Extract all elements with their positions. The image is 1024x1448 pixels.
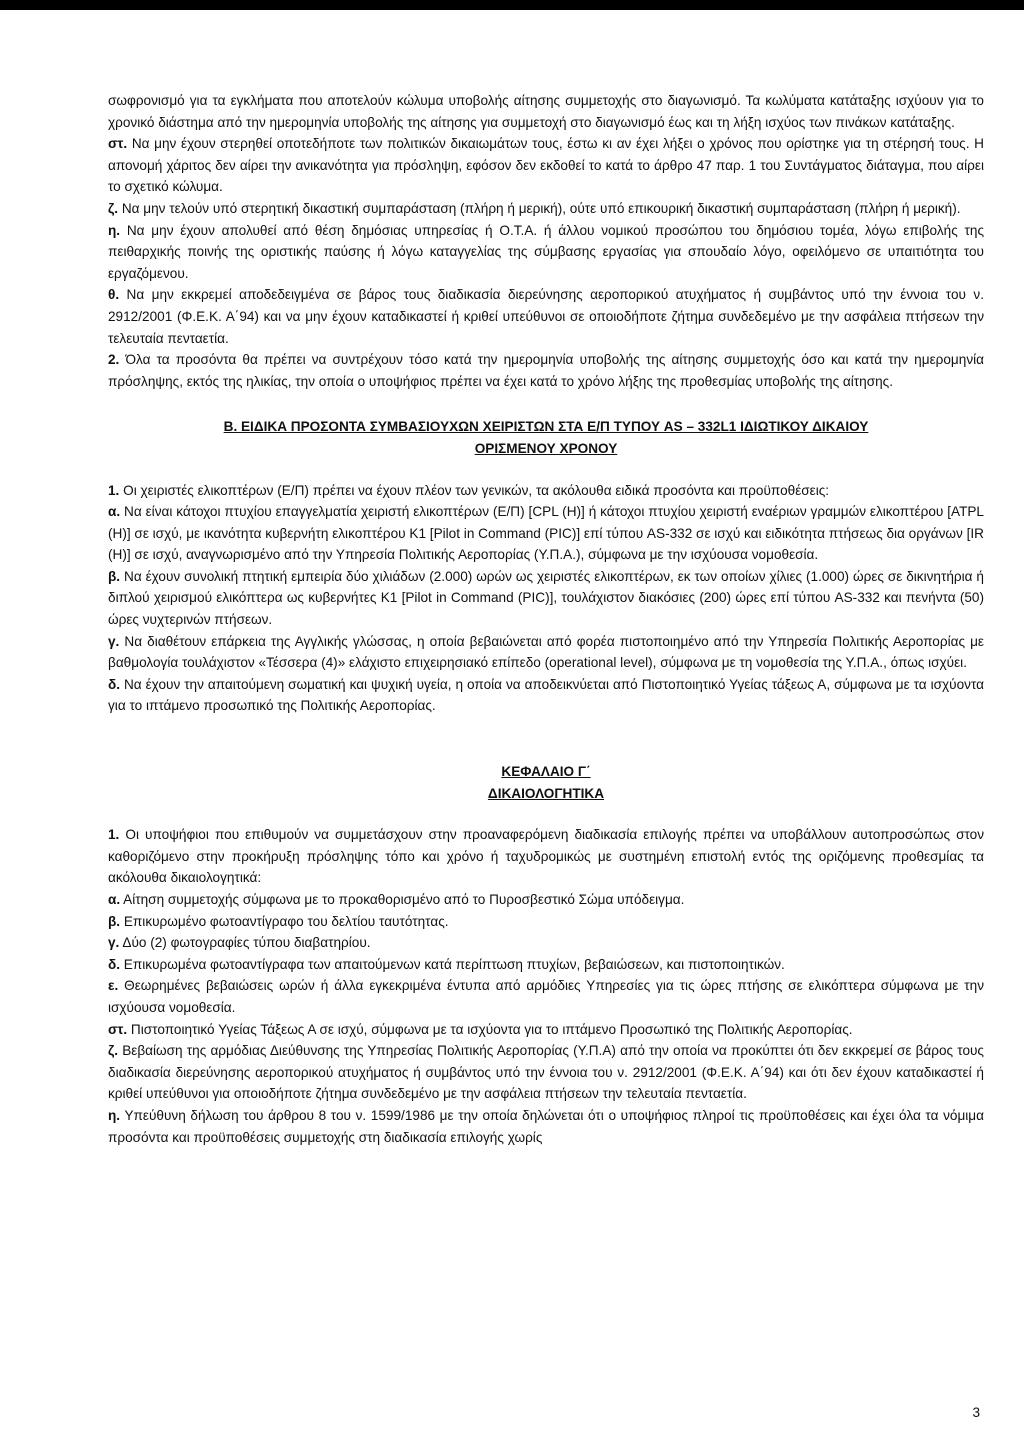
item-label: 1. <box>108 827 120 843</box>
paragraph-text: Βεβαίωση της αρμόδιας Διεύθυνσης της Υπηρεσίας Πολιτικής Αεροπορίας (Υ.Π.Α) από την οποία να προκύπτει ότι δεν εκκρεμεί σε βάρος τους διαδικασία διερεύνησης αεροπορικού ατυχήματος ή συμβάντος υπό την έννοια του ν. 2912/2001 (Φ.Ε.Κ. Α΄94) και ότι δεν έχουν καταδικαστεί ή κριθεί υπεύθυνοι για οποιοδήποτε ζήτημα συνδεδεμένο με την ασφάλεια πτήσεων την τελευταία πενταετία. <box>108 1043 984 1102</box>
paragraph-text: Να μην έχουν απολυθεί από θέση δημόσιας υπηρεσίας ή Ο.Τ.Α. ή άλλου νομικού προσώπου του δημόσιου τομέα, λόγω επιβολής της πειθαρχικής ποινής της οριστικής παύσης ή λόγω καταγγελίας της σύμβασης εργασίας για σπουδαίο λόγο, οφειλόμενο σε υπαιτιότητα του εργαζόμενου. <box>108 222 984 281</box>
paragraph-text: Δύο (2) φωτογραφίες τύπου διαβατηρίου. <box>119 935 371 951</box>
scan-top-edge <box>0 0 1024 10</box>
item-label: δ. <box>108 676 121 692</box>
section-b-heading-line2: ΟΡΙΣΜΕΝΟΥ ΧΡΟΝΟΥ <box>474 440 618 456</box>
item-label: γ. <box>108 935 120 951</box>
chapter-c-paragraph <box>108 1105 984 1148</box>
paragraph-text: Να μην τελούν υπό στερητική δικαστική συμπαράσταση (πλήρη ή μερική), ούτε υπό επικουρική δικαστική συμπαράσταση (πλήρη ή μερική). <box>118 200 961 216</box>
paragraph-text: Επικυρωμένα φωτοαντίγραφα των απαιτούμενων κατά περίπτωση πτυχίων, βεβαιώσεων, και πιστοποιητικών. <box>120 956 785 972</box>
paragraph-text: Οι χειριστές ελικοπτέρων (Ε/Π) πρέπει να έχουν πλέον των γενικών, τα ακόλουθα ειδικά προσόντα και προϋποθέσεις: <box>119 482 830 498</box>
section-b-paragraph <box>108 674 984 717</box>
item-label: δ. <box>108 956 121 972</box>
page-number: 3 <box>972 1405 980 1420</box>
spacer <box>108 804 984 824</box>
paragraph-text: Θεωρημένες βεβαιώσεις ωρών ή άλλα εγκεκριμένα έντυπα από αρμόδιες Υπηρεσίες για τις ώρες πτήσης σε ελικόπτερα σύμφωνα με την ισχύουσα νομοθεσία. <box>108 978 984 1015</box>
paragraph-text: Να έχουν συνολική πτητική εμπειρία δύο χιλιάδων (2.000) ωρών ως χειριστές ελικοπτέρων, εκ των οποίων χίλιες (1.000) ώρες σε δικινητήρια ή διπλού χειρισμού ελικόπτερα ως κυβερνήτες Κ1 [Pilot in Command (PIC)], τουλάχιστον διακόσιες (200) ώρες επί τύπου AS-332 και πενήντα (50) ώρες νυχτερινών πτήσεων. <box>108 568 984 628</box>
paragraph-intro <box>108 90 984 133</box>
chapter-c-heading-line1: ΚΕΦΑΛΑΙΟ Γ΄ <box>501 764 591 780</box>
chapter-c-paragraph <box>108 932 984 954</box>
chapter-c-paragraph <box>108 824 984 889</box>
paragraph-i <box>108 220 984 285</box>
section-b-heading-line1: Β. ΕΙΔΙΚΑ ΠΡΟΣΟΝΤΑ ΣΥΜΒΑΣΙΟΥΧΩΝ ΧΕΙΡΙΣΤΩΝ ΣΤΑ Ε/Π ΤΥΠΟΥ AS – 332L1 ΙΔΙΩΤΙΚΟΥ ΔΙΚΑΙΟΥ <box>223 419 869 435</box>
paragraph-text: Να έχουν την απαιτούμενη σωματική και ψυχική υγεία, η οποία να αποδεικνύεται από Πιστοποιητικό Υγείας τάξεως Α, σύμφωνα με τα ισχύοντα για το ιπτάμενο προσωπικό της Πολιτικής Αεροπορίας. <box>108 676 984 714</box>
chapter-c-heading-line2: ΔΙΚΑΙΟΛΟΓΗΤΙΚΑ <box>487 785 605 801</box>
spacer <box>108 460 984 480</box>
section-b-paragraph <box>108 631 984 674</box>
paragraph-text: Οι υποψήφιοι που επιθυμούν να συμμετάσχουν στην προαναφερόμενη διαδικασία επιλογής πρέπει να υποβάλλουν αυτοπροσώπως στον καθοριζόμενο στην προκήρυξη πρόσληψης τόπο και χρόνο ή ταχυδρομικώς με συστημένη επιστολή εντός της οριζόμενης προθεσμίας τα ακόλουθα δικαιολογητικά: <box>108 827 984 886</box>
chapter-c-paragraph <box>108 889 984 911</box>
paragraph-text: Να είναι κάτοχοι πτυχίου επαγγελματία χειριστή ελικοπτέρων (Ε/Π) [CPL (H)] ή κάτοχοι πτυχίου χειριστή εναέριων γραμμών ελικοπτέρου [ATPL (H)] σε ισχύ, με ικανότητα κυβερνήτη ελικοπτέρου Κ1 [Pilot in Command (PIC)] επί τύπου AS-332 σε ισχύ και ειδικότητα πτήσεως δια οργάνων [IR (H)] σε ισχύ, αναγνωρισμένο από την Υπηρεσία Πολιτικής Αεροπορίας (Υ.Π.Α.), σύμφωνα με την ισχύουσα νομοθεσία. <box>108 504 984 563</box>
item-label: ε. <box>108 978 119 994</box>
paragraph-text: Επικυρωμένο φωτοαντίγραφο του δελτίου ταυτότητας. <box>120 913 449 929</box>
item-label: στ. <box>108 136 128 152</box>
item-label: θ. <box>108 287 120 303</box>
item-label: ζ. <box>108 200 119 216</box>
chapter-c-paragraph <box>108 954 984 976</box>
item-label: 1. <box>108 482 120 498</box>
item-label: α. <box>108 504 121 520</box>
chapter-c-paragraph <box>108 1019 984 1041</box>
item-label: γ. <box>108 633 120 649</box>
item-label: 2. <box>108 352 120 368</box>
item-label: α. <box>108 892 121 907</box>
spacer <box>108 717 984 761</box>
item-label: ζ. <box>108 1043 119 1059</box>
item-label: β. <box>108 568 121 584</box>
item-label: β. <box>108 913 121 929</box>
paragraph-text: Να μην έχουν στερηθεί οποτεδήποτε των πολιτικών δικαιωμάτων τους, έστω κι αν έχει λήξει ο χρόνος που ορίστηκε για τη στέρησή τους. Η απονομή χάριτος δεν αίρει την ανικανότητα για πρόσληψη, εφόσον δεν εκδοθεί το κατά το άρθρο 47 παρ. 1 του Συντάγματος διάταγμα, που αίρει το σχετικό κώλυμα. <box>108 136 984 195</box>
section-b-paragraph <box>108 480 984 502</box>
paragraph-text: Να διαθέτουν επάρκεια της Αγγλικής γλώσσας, η οποία βεβαιώνεται από φορέα πιστοποιημένο από την Υπηρεσία Πολιτικής Αεροπορίας με βαθμολογία τουλάχιστον «Τέσσερα (4)» ελάχιστο επιχειρησιακό επίπεδο (operational level), σύμφωνα με τη νομοθεσία της Υ.Π.Α., όπως ισχύει. <box>108 633 984 671</box>
paragraph-th <box>108 284 984 349</box>
item-label: στ. <box>108 1021 128 1037</box>
item-label: η. <box>108 222 121 238</box>
paragraph-2 <box>108 349 984 392</box>
section-b-paragraph <box>108 501 984 566</box>
paragraph-text: Αίτηση συμμετοχής σύμφωνα με το προκαθορισμένο από το Πυροσβεστικό Σώμα υπόδειγμα. <box>120 892 685 907</box>
paragraph-z <box>108 198 984 220</box>
item-label: η. <box>108 1107 121 1123</box>
paragraph-text: Πιστοποιητικό Υγείας Τάξεως Α σε ισχύ, σύμφωνα με τα ισχύοντα για το ιπτάμενο Προσωπικό της Πολιτικής Αεροπορίας. <box>127 1021 853 1037</box>
spacer <box>108 392 984 416</box>
chapter-c-paragraph <box>108 975 984 1018</box>
paragraph-text: Υπεύθυνη δήλωση του άρθρου 8 του ν. 1599/1986 με την οποία δηλώνεται ότι ο υποψήφιος πληροί τις προϋποθέσεις και έχει όλα τα νόμιμα προσόντα και προϋποθέσεις συμμετοχής στη διαδικασία επιλογής χωρίς <box>108 1107 984 1145</box>
paragraph-text: σωφρονισμό για τα εγκλήματα που αποτελούν κώλυμα υποβολής αίτησης συμμετοχής στο διαγωνισμό. Τα κωλύματα κατάταξης ισχύουν για το χρονικό διάστημα από την ημερομηνία υποβολής της αίτησης για συμμετοχή στο διαγωνισμό έως και τη λήξη ισχύος των πινάκων κατάταξης. <box>108 93 984 130</box>
paragraph-st <box>108 133 984 198</box>
chapter-c-paragraph <box>108 911 984 933</box>
paragraph-text: Να μην εκκρεμεί αποδεδειγμένα σε βάρος τους διαδικασία διερεύνησης αεροπορικού ατυχήματος ή συμβάντος υπό την έννοια του ν. 2912/2001 (Φ.Ε.Κ. Α΄94) και να μην έχουν καταδικαστεί ή κριθεί υπεύθυνοι σε οποιοδήποτε ζήτημα συνδεδεμένο με την ασφάλεια πτήσεων την τελευταία πενταετία. <box>108 287 984 346</box>
paragraph-text: Όλα τα προσόντα θα πρέπει να συντρέχουν τόσο κατά την ημερομηνία υποβολής της αίτησης συμμετοχής όσο και κατά την ημερομηνία πρόσληψης, εκτός της ηλικίας, την οποία ο υποψήφιος πρέπει να έχει κατά το χρόνο λήξης της προθεσμίας υποβολής της αίτησης. <box>108 352 984 389</box>
section-b-paragraph <box>108 566 984 631</box>
chapter-c-paragraph <box>108 1040 984 1105</box>
page-content <box>108 90 984 1148</box>
